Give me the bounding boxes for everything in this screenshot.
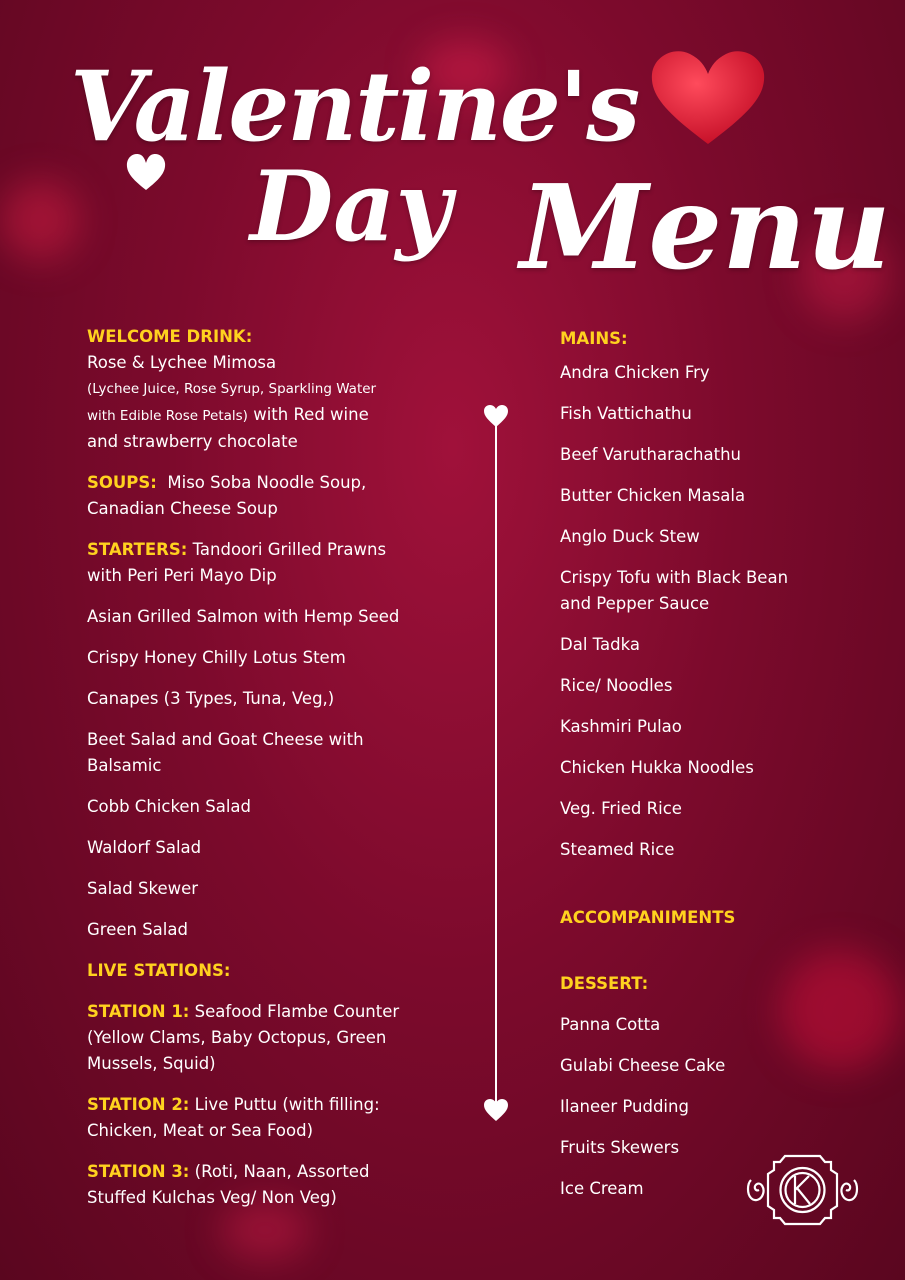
title-valentines: Valentine's — [70, 50, 639, 163]
starters-section — [87, 537, 467, 589]
station-2-line-1: Live Puttu (with filling: — [194, 1095, 380, 1114]
station-3-line-1: (Roti, Naan, Assorted — [194, 1162, 370, 1181]
soups-line-2: Canadian Cheese Soup — [87, 499, 278, 518]
station-1 — [87, 999, 467, 1077]
welcome-drink-extra: with Red wine — [247, 405, 369, 424]
column-divider — [495, 418, 497, 1108]
menu-item: Green Salad — [87, 920, 188, 939]
menu-item: Asian Grilled Salmon with Hemp Seed — [87, 607, 400, 626]
big-heart-icon — [648, 48, 768, 148]
divider-heart-icon — [483, 404, 509, 428]
menu-item-line: Beet Salad and Goat Cheese with — [87, 730, 364, 749]
menu-item-line: Crispy Tofu with Black Bean — [560, 568, 789, 587]
menu-item: Gulabi Cheese Cake — [560, 1056, 726, 1075]
menu-item: Beef Varutharachathu — [560, 445, 741, 464]
menu-item: Veg. Fried Rice — [560, 799, 682, 818]
menu-item-line: Balsamic — [87, 756, 162, 775]
menu-item: Fish Vattichathu — [560, 404, 692, 423]
starters-line-2: with Peri Peri Mayo Dip — [87, 566, 277, 585]
title-day: Day — [250, 150, 452, 263]
mains-heading: MAINS: — [560, 329, 628, 348]
menu-item: Canapes (3 Types, Tuna, Veg,) — [87, 689, 335, 708]
menu-item: Cobb Chicken Salad — [87, 797, 252, 816]
welcome-drink-name: Rose & Lychee Mimosa — [87, 353, 277, 372]
welcome-drink-section — [87, 324, 467, 455]
welcome-drink-heading: WELCOME DRINK: — [87, 327, 253, 346]
menu-item: Kashmiri Pulao — [560, 717, 682, 736]
menu-title — [60, 40, 891, 310]
accompaniments-heading: ACCOMPANIMENTS — [560, 908, 736, 927]
menu-item: Dal Tadka — [560, 635, 640, 654]
menu-item — [560, 565, 860, 617]
left-column — [87, 324, 467, 1226]
live-stations-heading: LIVE STATIONS: — [87, 961, 231, 980]
menu-item: Waldorf Salad — [87, 838, 202, 857]
menu-item: Chicken Hukka Noodles — [560, 758, 754, 777]
restaurant-logo — [745, 1148, 860, 1233]
welcome-drink-note: (Lychee Juice, Rose Syrup, Sparkling Water — [87, 381, 377, 397]
right-column — [560, 326, 860, 1217]
station-3-heading: STATION 3: — [87, 1162, 190, 1181]
small-heart-icon — [124, 152, 168, 192]
station-1-line-3: Mussels, Squid) — [87, 1054, 216, 1073]
menu-item: Rice/ Noodles — [560, 676, 673, 695]
menu-item: Salad Skewer — [87, 879, 199, 898]
soups-line-1: Miso Soba Noodle Soup, — [167, 473, 367, 492]
station-1-heading: STATION 1: — [87, 1002, 190, 1021]
menu-item: Fruits Skewers — [560, 1138, 680, 1157]
starters-heading: STARTERS: — [87, 540, 188, 559]
welcome-drink-note-2: with Edible Rose Petals) — [87, 408, 248, 424]
menu-item: Steamed Rice — [560, 840, 675, 859]
divider-heart-icon — [483, 1098, 509, 1122]
soups-heading: SOUPS: — [87, 473, 157, 492]
menu-item: Anglo Duck Stew — [560, 527, 700, 546]
starters-line-1: Tandoori Grilled Prawns — [192, 540, 387, 559]
dessert-heading: DESSERT: — [560, 974, 649, 993]
title-menu: Menu — [520, 160, 891, 296]
station-2-heading: STATION 2: — [87, 1095, 190, 1114]
station-2 — [87, 1092, 467, 1144]
soups-section — [87, 470, 467, 522]
welcome-drink-extra-2: and strawberry chocolate — [87, 432, 298, 451]
menu-item: Butter Chicken Masala — [560, 486, 746, 505]
station-3 — [87, 1159, 467, 1211]
station-1-line-2: (Yellow Clams, Baby Octopus, Green — [87, 1028, 387, 1047]
menu-item: Ilaneer Pudding — [560, 1097, 689, 1116]
menu-item: Panna Cotta — [560, 1015, 661, 1034]
station-2-line-2: Chicken, Meat or Sea Food) — [87, 1121, 314, 1140]
menu-item: Andra Chicken Fry — [560, 363, 710, 382]
station-3-line-2: Stuffed Kulchas Veg/ Non Veg) — [87, 1188, 337, 1207]
menu-item-line: and Pepper Sauce — [560, 594, 710, 613]
menu-item: Crispy Honey Chilly Lotus Stem — [87, 648, 346, 667]
station-1-line-1: Seafood Flambe Counter — [194, 1002, 400, 1021]
menu-item: Ice Cream — [560, 1179, 644, 1198]
menu-item — [87, 727, 467, 779]
